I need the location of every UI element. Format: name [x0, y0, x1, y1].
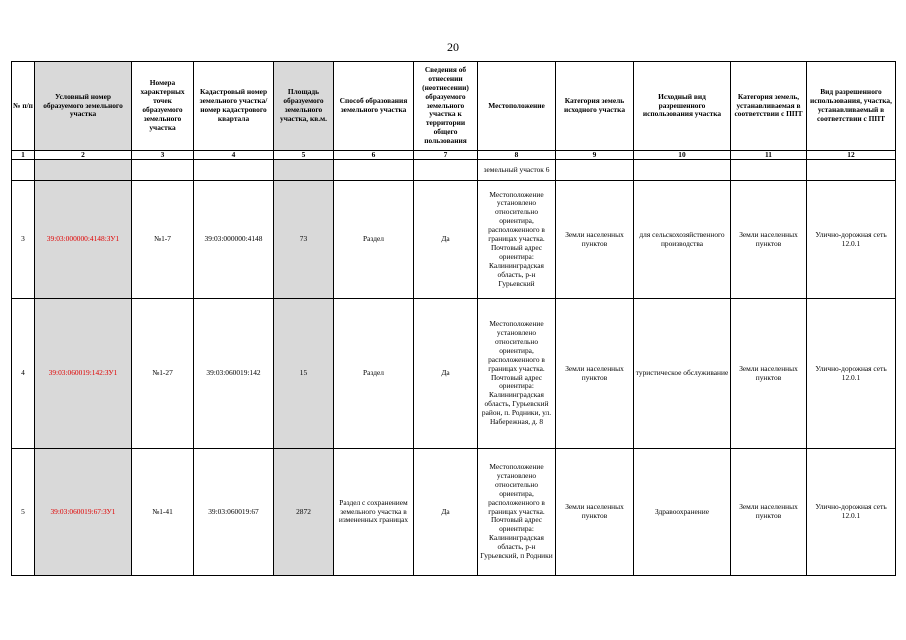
- new-category: Земли населенных пунктов: [731, 449, 807, 576]
- table-row-continuation: [12, 160, 896, 181]
- points: №1-7: [132, 181, 194, 299]
- land-category: Земли населенных пунктов: [556, 449, 634, 576]
- column-number: 4: [194, 151, 274, 160]
- land-plots-table: [11, 61, 896, 576]
- public-use: Да: [414, 181, 478, 299]
- original-use: туристическое обслуживание: [634, 299, 731, 449]
- column-number: 9: [556, 151, 634, 160]
- location-cell: Местоположение установлено относительно ориентира, расположенного в границах участка. Почтовый адрес ориентира: Калининградская область, Гурьевский район, п. Родники, ул. Набережная, д. 8: [478, 299, 556, 449]
- area: 2872: [274, 449, 334, 576]
- column-number: 10: [634, 151, 731, 160]
- cadastral-number: 39:03:060019:67: [194, 449, 274, 576]
- public-use: Да: [414, 449, 478, 576]
- new-use: Улично-дорожная сеть 12.0.1: [807, 299, 896, 449]
- column-number: 2: [35, 151, 132, 160]
- header-cell: Исходный вид разрешенного использования участка: [634, 62, 731, 151]
- header-cell: Местоположение: [478, 62, 556, 151]
- area: 73: [274, 181, 334, 299]
- column-number: 5: [274, 151, 334, 160]
- new-category: Земли населенных пунктов: [731, 181, 807, 299]
- table-row: [12, 299, 896, 449]
- new-use: Улично-дорожная сеть 12.0.1: [807, 449, 896, 576]
- column-number: 6: [334, 151, 414, 160]
- header-cell: Кадастровый номер земельного участка/номер кадастрового квартала: [194, 62, 274, 151]
- original-use: Здравоохранение: [634, 449, 731, 576]
- location-cell: Местоположение установлено относительно ориентира, расположенного в границах участка. Почтовый адрес ориентира: Калининградская область, р-н Гурьевский, п Родники: [478, 449, 556, 576]
- column-number: 1: [12, 151, 35, 160]
- header-cell: № п/п: [12, 62, 35, 151]
- header-row: [12, 62, 896, 151]
- plot-id: 39:03:060019:67:ЗУ1: [35, 449, 132, 576]
- header-cell: Категория земель, устанавливаемая в соответствии с ППТ: [731, 62, 807, 151]
- location-cell: земельный участок 6: [478, 160, 556, 181]
- land-category: Земли населенных пунктов: [556, 299, 634, 449]
- table-row: [12, 181, 896, 299]
- page-number: 20: [447, 40, 459, 54]
- formation-method: Раздел: [334, 181, 414, 299]
- header-cell: Способ образования земельного участка: [334, 62, 414, 151]
- column-number: 3: [132, 151, 194, 160]
- header-cell: Площадь образуемого земельного участка, кв.м.: [274, 62, 334, 151]
- column-number-row: [12, 151, 896, 160]
- new-use: Улично-дорожная сеть 12.0.1: [807, 181, 896, 299]
- row-number: 4: [12, 299, 35, 449]
- row-number: 3: [12, 181, 35, 299]
- plot-id: 39:03:060019:142:ЗУ1: [35, 299, 132, 449]
- land-category: Земли населенных пунктов: [556, 181, 634, 299]
- location-cell: Местоположение установлено относительно ориентира, расположенного в границах участка. Почтовый адрес ориентира: Калининградская область, р-н Гурьевский: [478, 181, 556, 299]
- header-cell: Категория земель исходного участка: [556, 62, 634, 151]
- row-number: 5: [12, 449, 35, 576]
- header-cell: Вид разрешенного использования, участка, устанавливаемый в соответствии с ППТ: [807, 62, 896, 151]
- formation-method: Раздел: [334, 299, 414, 449]
- column-number: 12: [807, 151, 896, 160]
- area: 15: [274, 299, 334, 449]
- formation-method: Раздел с сохранением земельного участка в измененных границах: [334, 449, 414, 576]
- header-cell: Номера характерных точек образуемого земельного участка: [132, 62, 194, 151]
- plot-id: 39:03:000000:4148:ЗУ1: [35, 181, 132, 299]
- column-number: 7: [414, 151, 478, 160]
- public-use: Да: [414, 299, 478, 449]
- points: №1-27: [132, 299, 194, 449]
- new-category: Земли населенных пунктов: [731, 299, 807, 449]
- column-number: 8: [478, 151, 556, 160]
- original-use: для сельскохозяйственного производства: [634, 181, 731, 299]
- header-cell: Сведения об отнесении (неотнесении) образуемого земельного участка к территории общего пользования: [414, 62, 478, 151]
- points: №1-41: [132, 449, 194, 576]
- cadastral-number: 39:03:060019:142: [194, 299, 274, 449]
- header-cell: Условный номер образуемого земельного участка: [35, 62, 132, 151]
- table-row: [12, 449, 896, 576]
- column-number: 11: [731, 151, 807, 160]
- cadastral-number: 39:03:000000:4148: [194, 181, 274, 299]
